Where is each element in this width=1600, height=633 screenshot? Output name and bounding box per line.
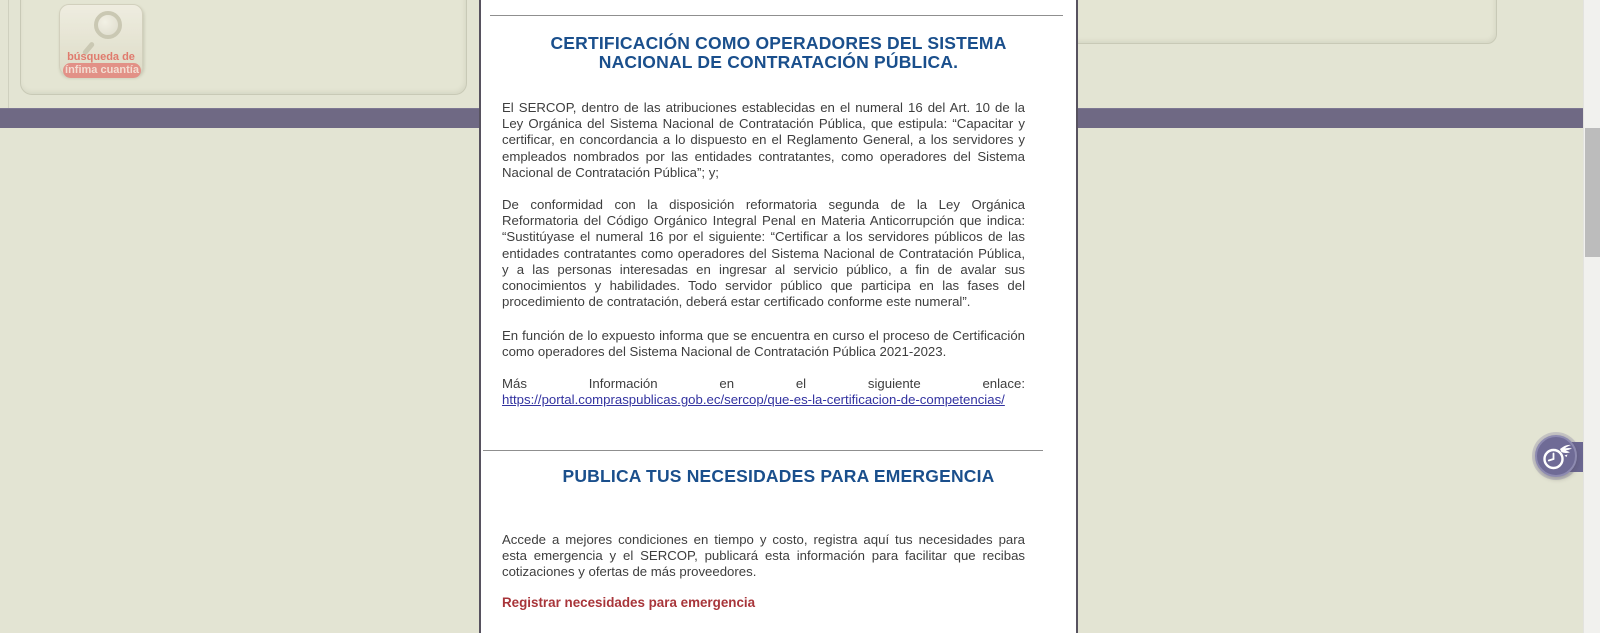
certificacion-title-line1: CERTIFICACIÓN COMO OPERADORES DEL SISTEMA: [550, 33, 1007, 53]
infima-cuantia-search-button[interactable]: [59, 4, 143, 76]
certificacion-info-link[interactable]: https://portal.compraspublicas.gob.ec/sercop/que-es-la-certificacion-de-competencias/: [502, 392, 1005, 408]
certificacion-paragraph-3: En función de lo expuesto informa que se encuentra en curso el proceso de Certificación como operadores del Sistema Nacional de Contratación Pública 2021-2023.: [502, 328, 1025, 360]
more-info-prefix: Más Información en el siguiente enlace:: [502, 376, 1025, 391]
winged-clock-icon: [1539, 439, 1575, 475]
certificacion-title-line2: NACIONAL DE CONTRATACIÓN PÚBLICA.: [598, 52, 959, 72]
emergencia-paragraph: Accede a mejores condiciones en tiempo y costo, registra aquí tus necesidades para esta emergencia y el SERCOP, publicará esta información para facilitar que recibas cotizaciones y ofertas de más proveedores.: [502, 532, 1025, 580]
certificacion-paragraph-1: El SERCOP, dentro de las atribuciones establecidas en el numeral 16 del Art. 10 de la Ley Orgánica del Sistema Nacional de Contratación Pública, que estipula: “Capacitar y certificar, en concordancia a lo dispuesto en el Reglamento General, a los servidores y empleados nombrados por las entidades contratantes, como operadores del Sistema Nacional de Contratación Pública”; y;: [502, 100, 1025, 180]
infima-button-label-line1: búsqueda de: [67, 51, 135, 63]
quick-access-button[interactable]: [1535, 435, 1577, 477]
certificacion-title: [481, 34, 1076, 72]
certificacion-paragraph-2: De conformidad con la disposición reformatoria segunda de la Ley Orgánica Reformatoria del Código Orgánico Integral Penal en Materia Anticorrupción que indica: “Sustitúyase el numeral 16 por el siguiente: “Certificar a los servidores públicos de las entidades contratantes como operadores del Sistema Nacional de Contratación Pública, y a las personas interesadas en ingresar al servicio público, a fin de avalar sus conocimientos y habilidades. Todo servidor público que participa en las fases del procedimiento de contratación, deberá estar certificado conforme este numeral”.: [502, 197, 1025, 310]
page-left-border: [8, 0, 9, 108]
scrollbar-track[interactable]: [1583, 0, 1600, 633]
more-info-paragraph: [502, 376, 1025, 408]
emergencia-title: PUBLICA TUS NECESIDADES PARA EMERGENCIA: [562, 466, 995, 486]
content-panel-right: [1060, 0, 1497, 44]
section-divider: [483, 450, 1043, 451]
search-tools-panel: [20, 0, 467, 95]
announcement-modal: [479, 0, 1078, 633]
scrollbar-thumb[interactable]: [1585, 128, 1600, 257]
registrar-necesidades-link[interactable]: Registrar necesidades para emergencia: [502, 595, 756, 610]
infima-button-label-line2: ínfima cuantía: [63, 63, 141, 78]
modal-top-divider: [490, 15, 1063, 16]
magnifier-icon: [94, 11, 122, 39]
